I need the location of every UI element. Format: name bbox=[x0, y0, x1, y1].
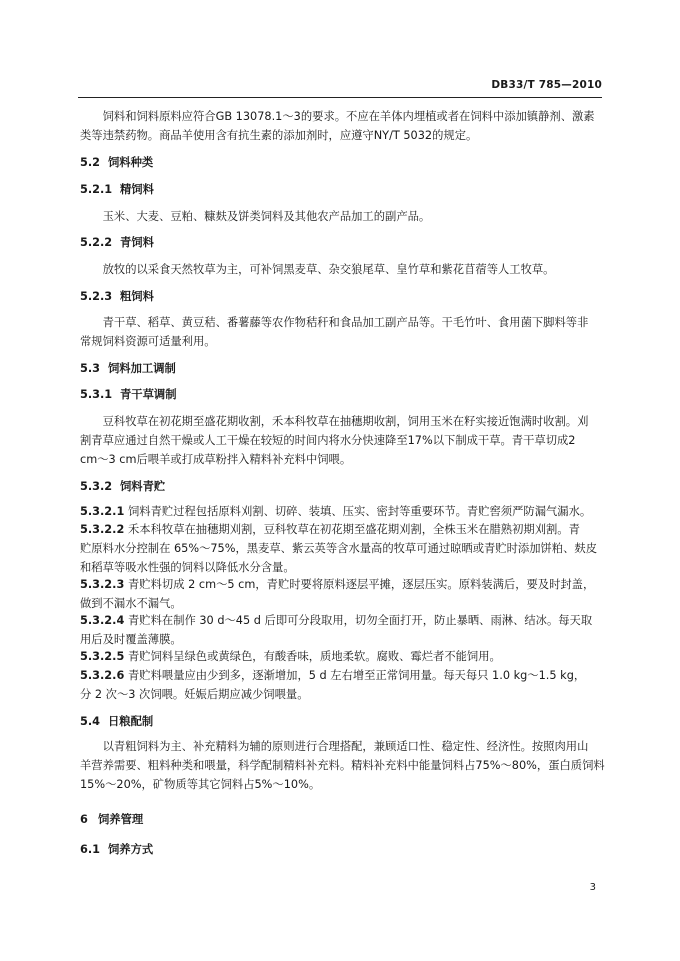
item-5-3-2-3: 5.3.2.3 青贮料切成 2 cm～5 cm，青贮时要将原料逐层平摊，逐层压实。原料装满后，要及时封盖， 做到不漏水不漏气。 bbox=[80, 578, 595, 610]
heading-6-1: 6.1 饲养方式 bbox=[80, 843, 154, 856]
item-5-3-2-4: 5.3.2.4 青贮料在制作 30 d～45 d 后即可分段取用，切勿全面打开，防止暴晒、雨淋、结冰。每天取 用后及时覆盖薄膜。 bbox=[80, 614, 593, 646]
paragraph-5-4: 以青粗饲料为主、补充精料为辅的原则进行合理搭配，兼顾适口性、稳定性、经济性。按照肉用山 羊营养需要、粗料种类和喂量，科学配制精料补充料。精料补充料中能量饲料占75%～80%，蛋白质饲料 15%～20%，矿物质等其它饲料占5%～10%。 bbox=[80, 740, 605, 791]
item-5-3-2-6: 5.3.2.6 青贮料喂量应由少到多，逐渐增加，5 d 左右增至正常饲用量。每天每只 1.0 kg～1.5 kg， 分 2 次～3 次饲喂。妊娠后期应减少饲喂量。 bbox=[80, 669, 586, 701]
item-5-3-2-2: 5.3.2.2 禾本科牧草在抽穗期刈割，豆科牧草在初花期至盛花期刈割，全株玉米在腊熟初期刈割。青 贮原料水分控制在 65%～75%，黑麦草、紫云英等含水量高的牧草可通过晾晒或青贮时添加饼粕、麸皮 和稻草等吸水性强的饲料以降低水分含量。 bbox=[80, 523, 597, 574]
heading-5-3-2: 5.3.2 饲料青贮 bbox=[80, 480, 166, 493]
paragraph-5-2-2: 放牧的以采食天然牧草为主，可补饲黑麦草、杂交狼尾草、皇竹草和紫花苜蓿等人工牧草。 bbox=[102, 263, 555, 276]
intro-line-2: 类等违禁药物。商品羊使用含有抗生素的添加剂时，应遵守NY/T 5032的规定。 bbox=[80, 129, 478, 142]
heading-5-2-1: 5.2.1 精饲料 bbox=[80, 183, 154, 196]
heading-5-2-2: 5.2.2 青饲料 bbox=[80, 236, 154, 249]
standard-code: DB33/T 785—2010 bbox=[491, 79, 602, 91]
item-5-3-2-1: 5.3.2.1 饲料青贮过程包括原料刈割、切碎、装填、压实、密封等重要环节。青贮窖须严防漏气漏水。 bbox=[80, 505, 592, 518]
heading-6: 6 饲养管理 bbox=[80, 813, 144, 826]
page-number: 3 bbox=[589, 882, 596, 893]
header-rule bbox=[78, 97, 602, 98]
heading-5-4: 5.4 日粮配制 bbox=[80, 715, 154, 728]
heading-5-3: 5.3 饲料加工调制 bbox=[80, 362, 176, 375]
intro-paragraph bbox=[80, 107, 607, 145]
paragraph-5-2-1: 玉米、大麦、豆粕、糠麸及饼类饲料及其他农产品加工的副产品。 bbox=[102, 210, 431, 223]
paragraph-5-2-3: 青干草、稻草、黄豆秸、番薯藤等农作物秸秆和食品加工副产品等。干毛竹叶、食用菌下脚料等非 常规饲料资源可适量利用。 bbox=[80, 316, 589, 348]
heading-5-3-1: 5.3.1 青干草调制 bbox=[80, 388, 177, 401]
item-5-3-2-5: 5.3.2.5 青贮饲料呈绿色或黄绿色，有酸香味，质地柔软。腐败、霉烂者不能饲用。 bbox=[80, 650, 501, 663]
paragraph-5-3-1: 豆科牧草在初花期至盛花期收割，禾本科牧草在抽穗期收割，饲用玉米在籽实接近饱满时收割。刈 割青草应通过自然干燥或人工干燥在较短的时间内将水分快速降至17%以下制成干草。青干草切成2 cm～3 cm后喂羊或打成草粉拌入精料补充料中饲喂。 bbox=[80, 415, 589, 466]
intro-line-1: 饲料和饲料原料应符合GB 13078.1～3的要求。不应在羊体内埋植或者在饲料中添加镇静剂、激素 bbox=[102, 110, 595, 123]
heading-5-2-3: 5.2.3 粗饲料 bbox=[80, 290, 154, 303]
heading-5-2: 5.2 饲料种类 bbox=[80, 156, 154, 169]
